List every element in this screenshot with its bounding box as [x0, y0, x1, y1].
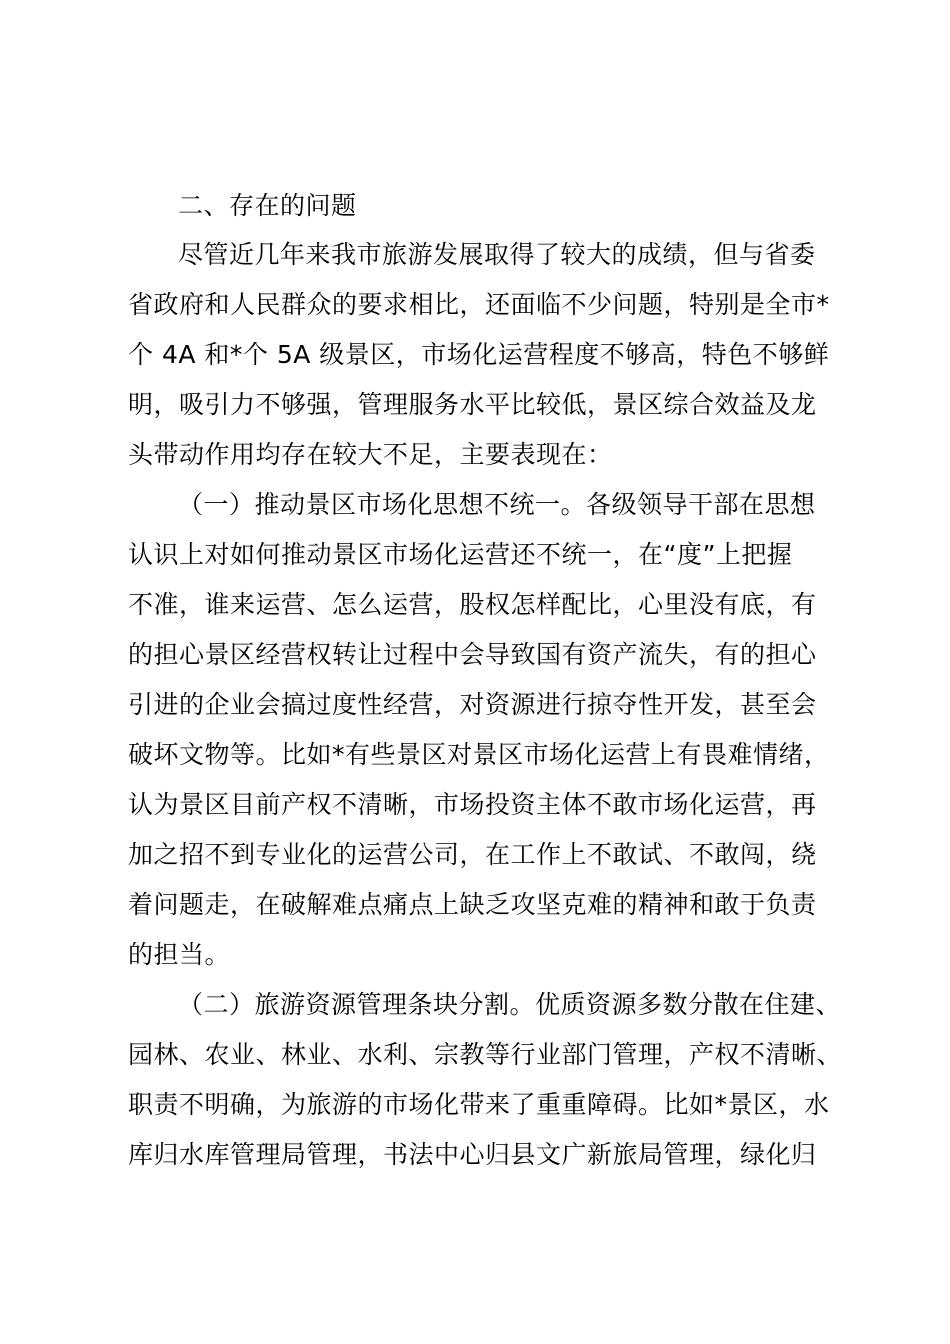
paragraph-line: 园林、农业、林业、水利、宗教等行业部门管理，产权不清晰、 — [128, 1040, 843, 1069]
paragraph-line: 尽管近几年来我市旅游发展取得了较大的成绩，但与省委 — [178, 240, 816, 269]
paragraph-line: 认识上对如何推动景区市场化运营还不统一，在“度”上把握 — [128, 540, 793, 569]
paragraph-line: 明，吸引力不够强，管理服务水平比较低，景区综合效益及龙 — [128, 390, 817, 419]
paragraph-line: 职责不明确，为旅游的市场化带来了重重障碍。比如*景区，水 — [128, 1090, 830, 1119]
section-heading: 二、存在的问题 — [178, 191, 357, 220]
subsection-heading-1: （一）推动景区市场化思想不统一。各级领导干部在思想 — [178, 490, 816, 519]
paragraph-line: 着问题走，在破解难点痛点上缺乏攻坚克难的精神和敢于负责 — [128, 890, 817, 919]
paragraph-line: 加之招不到专业化的运营公司，在工作上不敢试、不敢闯，绕 — [128, 840, 817, 869]
paragraph-line: 库归水库管理局管理，书法中心归县文广新旅局管理，绿化归 — [128, 1140, 817, 1169]
paragraph-line: 破坏文物等。比如*有些景区对景区市场化运营上有畏难情绪， — [128, 740, 830, 769]
paragraph-line: 引进的企业会搞过度性经营，对资源进行掠夺性开发，甚至会 — [128, 690, 817, 719]
paragraph-line: 的担心景区经营权转让过程中会导致国有资产流失，有的担心 — [128, 640, 817, 669]
paragraph-line: 头带动作用均存在较大不足，主要表现在： — [128, 440, 613, 469]
subsection-heading-2: （二）旅游资源管理条块分割。优质资源多数分散在住建、 — [178, 990, 842, 1019]
paragraph-line: 省政府和人民群众的要求相比，还面临不少问题，特别是全市* — [128, 290, 830, 319]
paragraph-line: 的担当。 — [128, 940, 231, 969]
paragraph-line: 不准，谁来运营、怎么运营，股权怎样配比，心里没有底，有 — [128, 590, 817, 619]
paragraph-line: 个 4A 和*个 5A 级景区，市场化运营程度不够高，特色不够鲜 — [128, 340, 830, 369]
paragraph-line: 认为景区目前产权不清晰，市场投资主体不敢市场化运营，再 — [128, 790, 817, 819]
